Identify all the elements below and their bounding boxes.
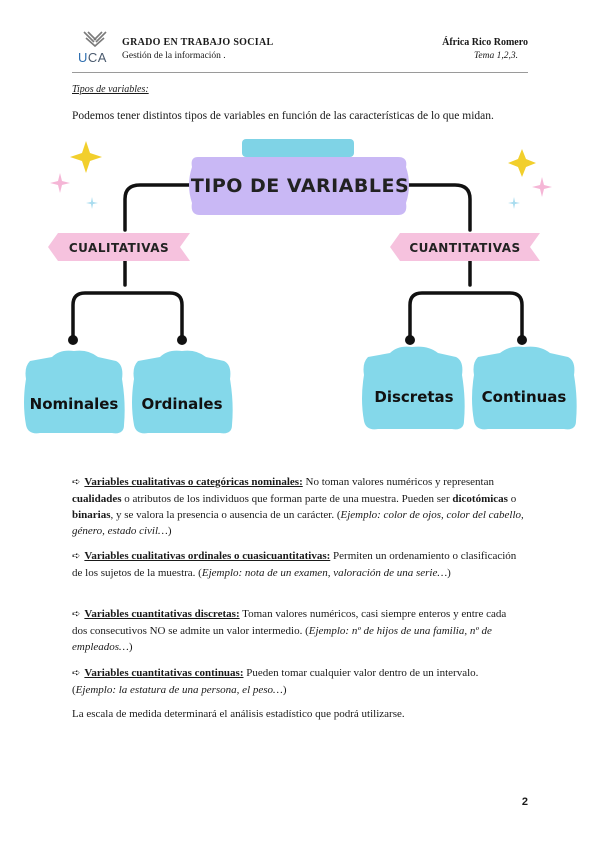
root-tab: [242, 139, 354, 157]
leaf-label-discretas: Discretas: [374, 388, 454, 406]
author-name: África Rico Romero: [442, 37, 528, 48]
arrow-bullet-icon: ➪: [72, 551, 81, 562]
degree-title: GRADO EN TRABAJO SOCIAL: [122, 37, 274, 48]
topic-label: Tema 1,2,3.: [474, 51, 518, 61]
closing-paragraph: La escala de medida determinará el análisis estadístico que podrá utilizarse.: [72, 708, 405, 720]
leaf-label-continuas: Continuas: [481, 388, 567, 406]
connector-dots: [68, 335, 527, 345]
sparkle-gold-icon: [508, 149, 536, 177]
page-number: 2: [521, 796, 528, 808]
sparkle-blue-icon: [508, 197, 520, 209]
sparkle-gold-icon: [70, 141, 102, 173]
leaf-label-nominales: Nominales: [29, 395, 119, 413]
intro-paragraph: Podemos tener distintos tipos de variables en función de las características de lo que midan.: [72, 110, 494, 122]
university-logo-text: UCA: [78, 50, 107, 65]
paragraph-continuous: ➪ Variables cuantitativas continuas: Pueden tomar cualquier valor dentro de un intervalo. (Ejemplo: la estatura de una persona, el peso…): [72, 667, 479, 696]
leaf-shape-ordinales: [132, 351, 233, 434]
subject-name: Gestión de la información .: [122, 51, 226, 61]
arrow-bullet-icon: ➪: [72, 477, 81, 488]
right-branch-label: CUANTITATIVAS: [409, 241, 521, 255]
sparkle-blue-icon: [86, 197, 98, 209]
sparkle-pink-icon: [532, 177, 552, 197]
arrow-bullet-icon: ➪: [72, 609, 81, 620]
leaf-shape-nominales: [24, 351, 125, 434]
left-branch-label: CUALITATIVAS: [68, 241, 170, 255]
sparkle-pink-icon: [50, 173, 70, 193]
paragraph-heading: Variables cualitativas o categóricas nominales:: [84, 476, 303, 488]
paragraph-nominal: ➪ Variables cualitativas o categóricas nominales: No toman valores numéricos y representan cualidades o atributos de los individuos que forman parte de una muestra. Pueden ser dicotómicas o binarias, y se valora la presencia o ausencia de un carácter. (Ejemplo: color de ojos, color del cabello, género, estado civil…): [72, 476, 524, 537]
section-title: Tipos de variables:: [72, 84, 149, 95]
root-node-label: TIPO DE VARIABLES: [190, 175, 410, 197]
paragraph-ordinal: ➪ Variables cualitativas ordinales o cuasicuantitativas: Permiten un ordenamiento o clasificación de los sujetos de la muestra. (Ejemplo: nota de un examen, valoración de una serie…): [72, 550, 517, 579]
variable-types-diagram: [0, 135, 600, 455]
paragraph-heading: Variables cuantitativas discretas:: [84, 608, 240, 620]
arrow-bullet-icon: ➪: [72, 668, 81, 679]
paragraph-heading: Variables cualitativas ordinales o cuasicuantitativas:: [84, 550, 331, 562]
paragraph-heading: Variables cuantitativas continuas:: [84, 667, 244, 679]
leaf-label-ordinales: Ordinales: [141, 395, 223, 413]
header-divider: [72, 72, 528, 73]
paragraph-discrete: ➪ Variables cuantitativas discretas: Toman valores numéricos, casi siempre enteros y entre cada dos consecutivos NO se admite un valor intermedio. (Ejemplo: nº de hijos de una familia, nº de empleados…): [72, 608, 507, 653]
